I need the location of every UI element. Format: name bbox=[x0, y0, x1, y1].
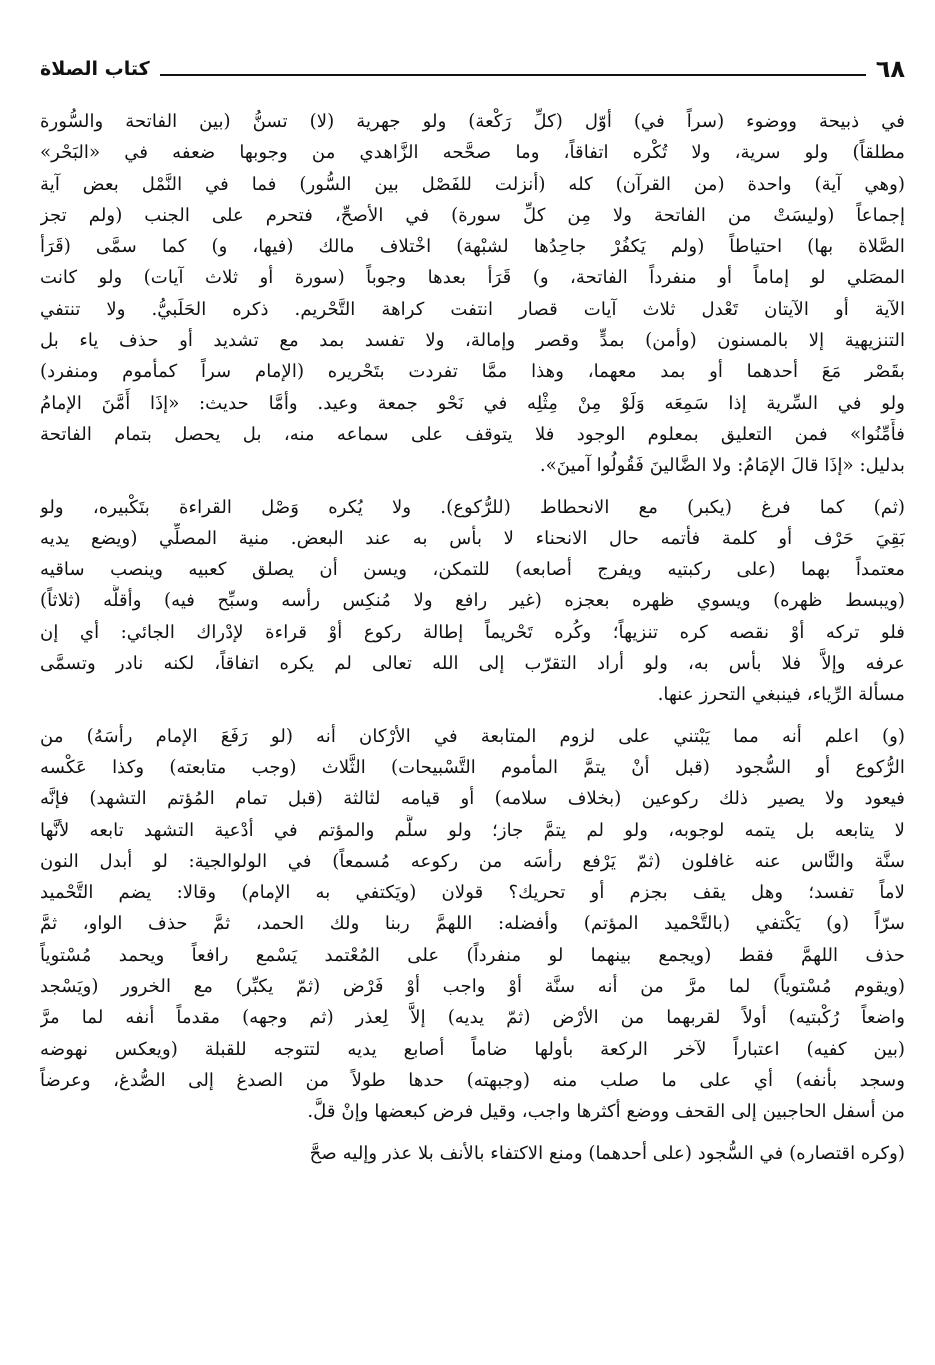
text-line: سرّاً (و) يَكْتفي (بالتَّحْميد المؤتم) وأفضله: اللهمَّ ربنا ولك الحمد، ثمَّ حذف الواو، ثمَّ bbox=[40, 913, 905, 935]
text-line: سنَّة والنَّاس عنه غافلون (ثمّ يَرْفع رأسَه من ركوعه مُسمعاً) في الولوالجية: لو أبدل النون bbox=[40, 850, 905, 872]
text-line: التنزيهية إلا بالمسنون (وأمن) بمدٍّ وقصر وإمالة، ولا تفسد بمد مع تشديد أو حذف ياء بل bbox=[40, 330, 905, 352]
paragraph bbox=[40, 106, 905, 482]
text-line: ولو في السِّرية إذا سَمِعَه وَلَوْ مِنْ مِثْلِه في نَحْو جمعة وعيد. وأمَّا حديث: «إذَا أَمَّنَ الإمامُ bbox=[40, 392, 905, 414]
text-line: وسجد بأنفه) أي على ما صلب منه (وجبهته) حدها طولاً من الصدغ إلى الصُّدغ، وعرضاً bbox=[40, 1069, 905, 1091]
text-line: واضعاً رُكْبتيه) أولاً لقربهما من الأرْض (ثمّ يديه) إلاَّ لِعذر (ثم وجهه) مقدماً أنفه لما مرَّ bbox=[40, 1007, 905, 1029]
text-line: مطلقاً) ولو سرية، ولا تُكْره اتفاقاً، وما صحَّحه الزَّاهدي من وجوبها ضعفه في «البَحْر» bbox=[40, 142, 905, 164]
text-line: إجماعاً (وليسَتْ من الفاتحة ولا مِن كلِّ سورة) في الأصحِّ، فتحرم على الجنب (ولم تجز bbox=[40, 204, 905, 226]
header-rule bbox=[160, 74, 866, 76]
page-number: ٦٨ bbox=[875, 55, 905, 83]
text-line: (وكره اقتصاره) في السُّجود (على أحدهما) ومنع الاكتفاء بالأنف بلا عذر وإليه صحَّ bbox=[309, 1142, 905, 1164]
text-line: بَقِيَ حَرْف أو كلمة فأتمه حال الانحناء لا بأس به عند البعض. منية المصلِّي (ويضع يديه bbox=[40, 527, 905, 549]
body-text bbox=[40, 106, 905, 1169]
text-line: الآية أو الآيتان تَعْدل ثلاث آيات قصار انتفت كراهة التَّحْريم. ذكره الحَلَبيُّ. ولا تنتفي bbox=[40, 298, 905, 320]
paragraph bbox=[40, 1138, 905, 1169]
text-line: لاماً تفسد؛ وهل يقف بجزم أو تحريك؟ قولان (ويَكتفي به الإمام) وقالا: يضم التَّحْميد bbox=[40, 882, 905, 904]
text-line: (بين كفيه) اعتباراً لآخر الركعة بأولها ضاماً أصابع يديه لتتوجه للقبلة (ويعكس نهوضه bbox=[40, 1038, 905, 1060]
text-line: (و) اعلم أنه مما يَبْتني على لزوم المتابعة في الأرْكان أنه (لو رَفَعَ الإمام رأسَهُ) من bbox=[40, 725, 905, 747]
text-line: (وهي آية) واحدة (من القرآن) كله (أنزلت للفَصْل بين السُّور) فما في النَّمْل بعض آية bbox=[40, 173, 905, 195]
text-line: فيعود ولا يصير ذلك ركوعين (بخلاف سلامه) أو قيامه لثالثة (قبل تمام المُؤتم التشهد) فإنَّه bbox=[40, 788, 905, 810]
text-line: عرفه وإلاَّ فلا بأس به، ولو أراد التقرّب إلى الله تعالى لم يكره اتفاقاً، لكنه نادر وتسمَّى bbox=[40, 653, 905, 675]
text-line: الرُّكوع أو السُّجود (قبل أنْ يتمَّ المأموم التَّسْبيحات) الثَّلاث (وجب متابعته) وكذا عَكْسه bbox=[40, 756, 905, 778]
paragraph bbox=[40, 721, 905, 1128]
text-line: حذف اللهمَّ فقط (ويجمع بينهما لو منفرداً) على المُعْتمد يَسْمع رافعاً ويحمد مُسْتوياً bbox=[40, 944, 905, 966]
text-line: لا يتابعه بل يتمه لوجوبه، ولو لم يتمَّ جاز؛ ولو سلَّم والمؤتم في أدْعية التشهد تابعه لأنَّها bbox=[40, 819, 905, 841]
text-line: معتمداً بهما (على ركبتيه ويفرج أصابعه) للتمكن، ويسن أن يصلق كعبيه وينصب ساقيه bbox=[40, 559, 905, 581]
running-title: كتاب الصلاة bbox=[40, 58, 150, 80]
text-line: فلو تركه أوْ نقصه كره تنزيهاً؛ وكُره تَحْريماً إطالة ركوع أوْ قراءة لإدْراك الجائي: أي إن bbox=[40, 621, 905, 643]
text-line: في ذبيحة ووضوء (سراً في) أوّل (كلِّ رَكْعة) ولو جهرية (لا) تسنُّ (بين الفاتحة والسُّورة bbox=[40, 111, 905, 132]
paragraph bbox=[40, 492, 905, 711]
page-header bbox=[40, 48, 905, 84]
text-line: (ويقوم مُسْتوياً) لما مرَّ من أنه سنَّة أوْ واجب أوْ فَرْض (ثمّ يكبِّر) مع الخرور (ويَسْجد bbox=[40, 976, 905, 998]
book-page bbox=[40, 48, 905, 1179]
text-line: فأَمِّنُوا» فمن التعليق بمعلوم الوجود فلا يتوقف على سماعه منه، بل يحصل بتمام الفاتحة bbox=[40, 423, 905, 445]
text-line: الصَّلاة بها) احتياطاً (ولم يَكفُرْ جاحِدُها لشبْهة) اخْتلاف مالك (فيها، و) كما سمَّى (قَرَأ bbox=[40, 236, 905, 258]
text-line: بدليل: «إذَا قالَ الإمَامُ: ولا الضَّالينَ فَقُولُوا آمينَ». bbox=[539, 455, 905, 477]
text-line: (ويبسط ظهره) ويسوي ظهره بعجزه (غير رافع ولا مُنكِس رأسه وسبِّح فيه) وأقلُّه (ثلاثاً) bbox=[40, 590, 905, 612]
text-line: مسألة الرِّياء، فينبغي التحرز عنها. bbox=[657, 684, 905, 706]
text-line: (ثم) كما فرغ (يكبر) مع الانحطاط (للرُّكوع). ولا يُكره وَصْل القراءة بتَكْبيره، ولو bbox=[40, 496, 905, 518]
text-line: من أسفل الحاجبين إلى القحف ووضع أكثرها واجب، وقيل فرض كبعضها وإنْ قلَّ. bbox=[307, 1101, 905, 1123]
text-line: بقَصْر مَعَ أحدهما أو بمد معهما، وهذا ممَّا تفردت بتَحْريره (الإمام سراً كمأموم ومنفرد) bbox=[40, 361, 905, 383]
text-line: المصَلي لو إماماً أو منفرداً الفاتحة، و) قَرَأ بعدها وجوباً (سورة أو ثلاث آيات) ولو كانت bbox=[40, 267, 905, 289]
